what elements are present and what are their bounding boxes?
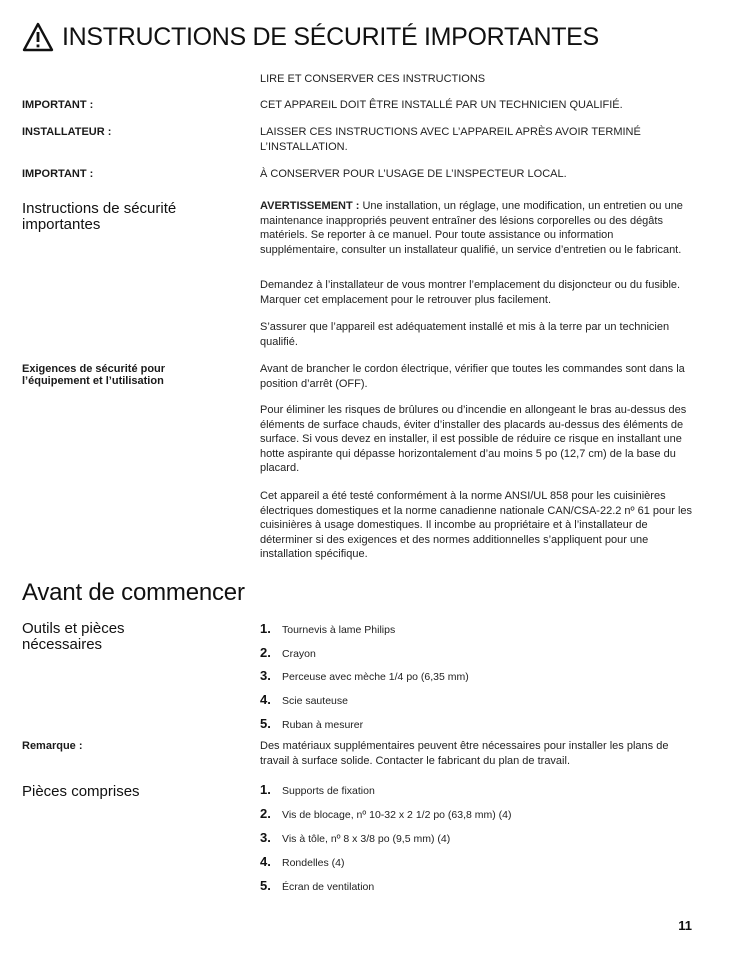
list-text: Crayon	[282, 648, 316, 660]
list-item	[260, 878, 512, 902]
note-label: Remarque :	[22, 740, 83, 752]
list-number: 1.	[260, 782, 271, 797]
read-and-save-note: LIRE ET CONSERVER CES INSTRUCTIONS	[260, 73, 486, 85]
list-number: 2.	[260, 645, 271, 660]
list-item	[260, 830, 512, 854]
parts-heading: Pièces comprises	[22, 783, 140, 800]
list-number: 5.	[260, 878, 271, 893]
list-number: 2.	[260, 806, 271, 821]
list-text: Scie sauteuse	[282, 695, 348, 707]
list-item	[260, 621, 469, 645]
burn-risk-paragraph: Pour éliminer les risques de brûlures ou d’incendie en allongeant le bras au-dessus des éléments de surface chauds, éviter d’installer des placards au-dessus des éléments de surface. Si vous devez en installer, il est possible de réduire ce risque en installant une hotte aspirante qui dépasse horizontalement d’au moins 5 po (12,7 cm) de la base du placard.	[260, 404, 687, 474]
list-number: 3.	[260, 830, 271, 845]
notice-text: À CONSERVER POUR L’USAGE DE L’INSPECTEUR LOCAL.	[260, 168, 567, 180]
section-title-before: Avant de commencer	[22, 579, 245, 606]
list-item	[260, 668, 469, 692]
list-number: 3.	[260, 668, 271, 683]
list-number: 5.	[260, 716, 271, 731]
section-heading-safety: Instructions de sécurité importantes	[22, 200, 177, 233]
list-text: Supports de fixation	[282, 785, 375, 797]
page-title-group	[22, 22, 599, 52]
list-text: Tournevis à lame Philips	[282, 624, 396, 636]
warning-triangle-icon	[22, 22, 54, 52]
notice-label: INSTALLATEUR :	[22, 126, 112, 138]
warning-label: AVERTISSEMENT :	[260, 200, 360, 212]
warning-paragraph	[260, 199, 694, 257]
list-item	[260, 782, 512, 806]
tools-heading: Outils et pièces nécessaires	[22, 620, 125, 653]
list-item	[260, 645, 469, 668]
standards-paragraph: Cet appareil a été testé conformément à la norme ANSI/UL 858 pour les cuisinières électriques domestiques et la norme canadienne nationale CAN/CSA-22.2 nº 61 pour les cuisinières à usage domestiques. Il incombe au propriétaire et à l’installateur de déterminer si des exigences et des normes additionnelles s’appliquent pour une installation spécifique.	[260, 490, 693, 560]
tools-list	[260, 621, 469, 740]
list-item	[260, 806, 512, 830]
list-item	[260, 692, 469, 716]
list-text: Ruban à mesurer	[282, 719, 364, 731]
list-item	[260, 716, 469, 740]
ground-paragraph: S’assurer que l’appareil est adéquatement installé et mis à la terre par un technicien qualifié.	[260, 321, 670, 348]
parts-list	[260, 782, 512, 902]
list-number: 4.	[260, 692, 271, 707]
section-heading-equipment: Exigences de sécurité pour l’équipement et l’utilisation	[22, 363, 166, 387]
breaker-paragraph: Demandez à l’installateur de vous montrer l’emplacement du disjoncteur ou du fusible. Marquer cet emplacement pour le retrouver plus facilement.	[260, 279, 681, 306]
list-text: Vis de blocage, nº 10-32 x 2 1/2 po (63,8 mm) (4)	[282, 809, 512, 821]
warning-text: Une installation, un réglage, une modification, un entretien ou une maintenance inappropriés peuvent entraîner des lésions corporelles ou des dégâts matériels. Se reporter à ce manuel. Pour toute assistance ou information supplémentaire, consulter un installateur qualifié, un service d’entretien ou le fabricant.	[260, 200, 683, 256]
controls-off-paragraph: Avant de brancher le cordon électrique, vérifier que toutes les commandes sont dans la position d’arrêt (OFF).	[260, 363, 685, 390]
list-text: Perceuse avec mèche 1/4 po (6,35 mm)	[282, 671, 469, 683]
notice-label: IMPORTANT :	[22, 99, 94, 111]
note-text: Des matériaux supplémentaires peuvent être nécessaires pour installer les plans de travail à surface solide. Contacter le fabricant du plan de travail.	[260, 740, 669, 767]
list-item	[260, 854, 512, 878]
notice-text: CET APPAREIL DOIT ÊTRE INSTALLÉ PAR UN TECHNICIEN QUALIFIÉ.	[260, 99, 623, 111]
notice-text: LAISSER CES INSTRUCTIONS AVEC L’APPAREIL APRÈS AVOIR TERMINÉ L’INSTALLATION.	[260, 126, 641, 153]
list-text: Rondelles (4)	[282, 857, 345, 869]
page-title: INSTRUCTIONS DE SÉCURITÉ IMPORTANTES	[62, 22, 599, 51]
page-number: 11	[678, 918, 692, 933]
list-text: Écran de ventilation	[282, 881, 375, 893]
list-number: 4.	[260, 854, 271, 869]
list-number: 1.	[260, 621, 271, 636]
list-text: Vis à tôle, nº 8 x 3/8 po (9,5 mm) (4)	[282, 833, 451, 845]
notice-label: IMPORTANT :	[22, 168, 94, 180]
